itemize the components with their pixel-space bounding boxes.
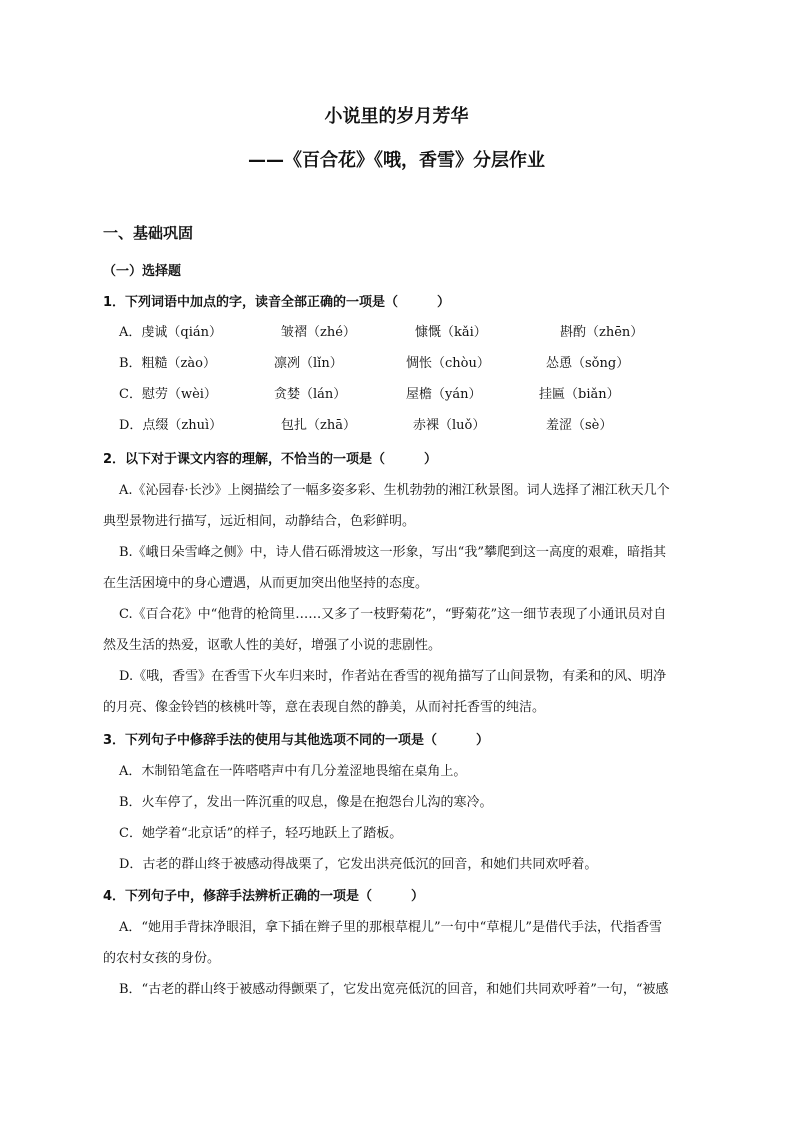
q4-option-b-line-1: B．“古老的群山终于被感动得颤栗了，它发出宽亮低沉的回音，和她们共同欢呼着”一句，“被感 bbox=[119, 982, 669, 997]
q4-option-a-line-2: 的农村女孩的身份。 bbox=[103, 951, 221, 966]
q1-c-word-4: 挂匾（biǎn） bbox=[539, 387, 620, 402]
q1-b-word-1: B．粗糙（zào） bbox=[119, 356, 216, 371]
q1-a-word-4: 斟酌（zhēn） bbox=[560, 325, 644, 340]
question-3-stem: 3．下列句子中修辞手法的使用与其他选项不同的一项是（ ） bbox=[103, 733, 490, 748]
question-4-stem: 4．下列句子中，修辞手法辨析正确的一项是（ ） bbox=[103, 889, 425, 904]
question-1-stem: 1．下列词语中加点的字，读音全部正确的一项是（ ） bbox=[103, 295, 451, 310]
q2-option-d-line-2: 的月亮、像金铃铛的核桃叶等，意在表现自然的静美，从而衬托香雪的纯洁。 bbox=[103, 700, 546, 715]
q2-option-a-line-1: A.《沁园春·长沙》上阕描绘了一幅多姿多彩、生机勃勃的湘江秋景图。词人选择了湘江秋天几个 bbox=[119, 483, 670, 498]
q1-d-word-3: 赤裸（luǒ） bbox=[413, 418, 486, 433]
q2-option-d-line-1: D.《哦，香雪》在香雪下火车归来时，作者站在香雪的视角描写了山间景物，有柔和的风、明净 bbox=[119, 669, 667, 684]
q3-option-c: C．她学着“北京话”的样子，轻巧地跃上了踏板。 bbox=[119, 826, 403, 841]
doc-title: 小说里的岁月芳华 bbox=[324, 106, 469, 127]
q4-option-a-line-1: A．“她用手背抹净眼泪，拿下插在辫子里的那根草棍儿”一句中“草棍儿”是借代手法，代指香雪 bbox=[119, 920, 662, 935]
q2-option-b-line-2: 在生活困境中的身心遭遇，从而更加突出他坚持的态度。 bbox=[103, 576, 429, 591]
q1-a-word-1: A．虔诚（qián） bbox=[119, 325, 222, 340]
q1-a-word-3: 慷慨（kǎi） bbox=[415, 325, 487, 340]
q1-b-word-2: 凛冽（lǐn） bbox=[274, 356, 343, 371]
q1-d-word-4: 羞涩（sè） bbox=[546, 418, 613, 433]
q1-c-word-1: C．慰劳（wèi） bbox=[119, 387, 217, 402]
q2-option-b-line-1: B.《峨日朵雪峰之侧》中，诗人借石砾滑坡这一形象，写出“我”攀爬到这一高度的艰难，暗指其 bbox=[119, 545, 666, 560]
subsection-heading: （一）选择题 bbox=[103, 264, 182, 279]
q3-option-a: A．木制铅笔盒在一阵嗒嗒声中有几分羞涩地畏缩在桌角上。 bbox=[119, 764, 467, 779]
question-2-stem: 2．以下对于课文内容的理解，不恰当的一项是（ ） bbox=[103, 452, 438, 467]
q1-c-word-3: 屋檐（yán） bbox=[406, 387, 482, 402]
q1-a-word-2: 皱褶（zhé） bbox=[281, 325, 356, 340]
q1-d-word-1: D．点缀（zhuì） bbox=[119, 418, 223, 433]
q3-option-b: B．火车停了，发出一阵沉重的叹息，像是在抱怨台儿沟的寒冷。 bbox=[119, 795, 493, 810]
q1-b-word-3: 惆怅（chòu） bbox=[406, 356, 490, 371]
doc-subtitle: ——《百合花》《哦，香雪》分层作业 bbox=[248, 150, 545, 171]
q1-d-word-2: 包扎（zhā） bbox=[281, 418, 356, 433]
q2-option-a-line-2: 典型景物进行描写，远近相间，动静结合，色彩鲜明。 bbox=[103, 514, 416, 529]
q1-c-word-2: 贪婪（lán） bbox=[274, 387, 347, 402]
section-heading: 一、基础巩固 bbox=[103, 224, 194, 242]
q1-b-word-4: 怂恿（sǒng） bbox=[546, 356, 630, 371]
q2-option-c-line-2: 然及生活的热爱，讴歌人性的美好，增强了小说的悲剧性。 bbox=[103, 638, 442, 653]
q3-option-d: D．古老的群山终于被感动得战栗了，它发出洪亮低沉的回音，和她们共同欢呼着。 bbox=[119, 857, 598, 872]
q2-option-c-line-1: C.《百合花》中“他背的枪筒里……又多了一枝野菊花”，“野菊花”这一细节表现了小通讯员对自 bbox=[119, 607, 667, 622]
